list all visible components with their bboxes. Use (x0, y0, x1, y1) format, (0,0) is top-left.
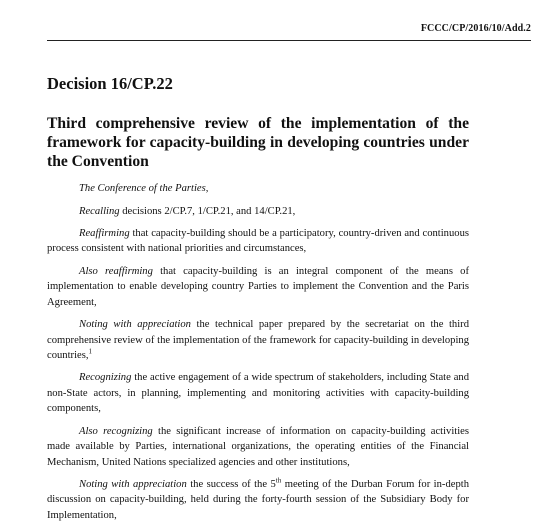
paragraph-lead: Reaffirming (79, 227, 130, 239)
paragraph-lead: Noting with appreciation (79, 319, 191, 331)
paragraph-text: the technical paper prepared by the secretariat on the third comprehensive review of the implementation of the framework for capacity-building in developing countries, (47, 319, 469, 362)
paragraph-recalling (47, 204, 469, 220)
paragraph-noting-technical-paper (47, 317, 469, 364)
paragraph-text: that capacity-building is an integral component of the means of implementation to enable developing country Parties to implement the Convention and the Paris Agreement, (47, 265, 469, 308)
paragraph-noting-durban-forum (47, 477, 469, 524)
paragraph-text: decisions 2/CP.7, 1/CP.21, and 14/CP.21, (119, 205, 296, 217)
footnote-marker[interactable]: 1 (88, 347, 92, 356)
paragraph-reaffirming (47, 226, 469, 257)
document-reference: FCCC/CP/2016/10/Add.2 (420, 23, 531, 34)
paragraph-also-reaffirming (47, 264, 469, 311)
paragraph-lead: Noting with appreciation (79, 478, 187, 490)
paragraph-also-recognizing (47, 424, 469, 471)
paragraph-lead: The Conference of the Parties, (79, 183, 209, 194)
decision-number: Decision 16/CP.22 (47, 74, 173, 93)
paragraph-lead: Also reaffirming (79, 265, 153, 277)
ordinal-suffix: th (275, 476, 282, 485)
paragraph-recognizing (47, 370, 469, 417)
decision-body (47, 181, 469, 530)
paragraph-text-continued: meeting of the Durban Forum for in-depth discussion on capacity-building, held during the forty-fourth session of the Subsidiary Body for Implementation, (47, 478, 469, 521)
paragraph-lead: Also recognizing (79, 425, 153, 437)
header-rule (47, 40, 531, 41)
paragraph-text: the significant increase of information on capacity-building activities made available by Parties, international organizations, the operating entities of the Financial Mechanism, United Nations specialized agencies and other institutions, (47, 425, 470, 468)
paragraph-lead: Recognizing (79, 372, 132, 384)
paragraph-lead: Recalling (79, 205, 120, 217)
decision-title: Third comprehensive review of the implementation of the framework for capacity-building in developing countries under the Convention (47, 115, 469, 170)
paragraph-text: that capacity-building should be a participatory, country-driven and continuous process consistent with national priorities and circumstances, (47, 227, 469, 255)
paragraph-preamble (47, 181, 469, 197)
paragraph-text: the success of the 5 (186, 478, 276, 490)
paragraph-text: the active engagement of a wide spectrum of stakeholders, including State and non-State actors, in planning, implementing and monitoring activities with capacity-building components, (47, 372, 469, 415)
